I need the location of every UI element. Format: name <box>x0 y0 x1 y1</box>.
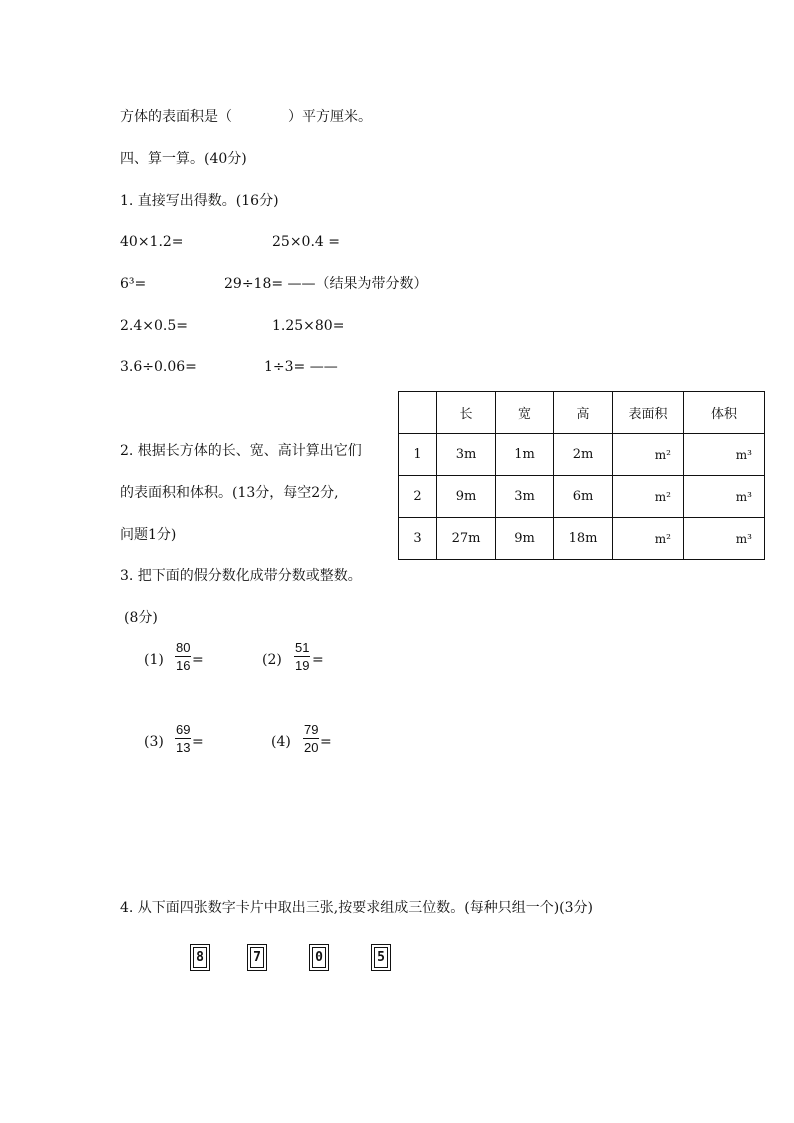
table-header-cell: 体积 <box>684 392 765 434</box>
q3-item3-label: (3) <box>144 734 164 750</box>
fraction-numerator: 79 <box>304 722 319 737</box>
fraction-numerator: 80 <box>176 640 191 655</box>
q3-item4-label: (4) <box>271 734 291 750</box>
q3-item1-fraction <box>175 640 191 673</box>
intro-line: 方体的表面积是（ ）平方厘米。 <box>120 109 372 125</box>
table-header-cell: 宽 <box>496 392 554 434</box>
q1-row4-a: 3.6÷0.06= <box>120 359 197 375</box>
q3-title: 3. 把下面的假分数化成带分数或整数。 <box>120 568 362 584</box>
table-cell-length: 27m <box>437 518 496 560</box>
q3-item2-label: (2) <box>262 652 282 668</box>
fraction-denominator: 13 <box>176 740 191 755</box>
q2-line3: 问题1分) <box>120 527 177 543</box>
table-header-row <box>399 392 765 434</box>
q1-row2-a: 6³= <box>120 276 147 292</box>
q3-item1-label: (1) <box>144 652 164 668</box>
q4-title: 4. 从下面四张数字卡片中取出三张,按要求组成三位数。(每种只组一个)(3分) <box>120 900 594 916</box>
table-cell-width: 1m <box>496 434 554 476</box>
fraction-numerator: 69 <box>176 722 191 737</box>
table-cell-length: 9m <box>437 476 496 518</box>
q3-item3-fraction <box>175 722 191 755</box>
table-header-cell: 长 <box>437 392 496 434</box>
table-row <box>399 476 765 518</box>
fraction-numerator: 51 <box>295 640 310 655</box>
fraction-denominator: 20 <box>304 740 319 755</box>
q3-item3-equals: = <box>192 734 204 750</box>
digit-card-value: 5 <box>374 947 388 968</box>
q3-points: (8分) <box>124 610 158 626</box>
q1-row3-b: 1.25×80= <box>272 318 345 334</box>
q1-title: 1. 直接写出得数。(16分) <box>120 193 279 209</box>
digit-card-0 <box>309 944 329 971</box>
fraction-denominator: 16 <box>176 658 191 673</box>
table-header-cell: 高 <box>554 392 613 434</box>
q3-item4-equals: = <box>320 734 332 750</box>
table-cell-width: 9m <box>496 518 554 560</box>
q3-item1-equals: = <box>192 652 204 668</box>
q1-row2-b: 29÷18= ——（结果为带分数） <box>224 276 428 292</box>
digit-card-5 <box>371 944 391 971</box>
table-cell-index: 1 <box>399 434 437 476</box>
digit-card-7 <box>247 944 267 971</box>
table-cell-volume[interactable]: m³ <box>684 476 765 518</box>
q3-item2-equals: = <box>312 652 324 668</box>
table-cell-height: 6m <box>554 476 613 518</box>
q3-item2-fraction <box>294 640 310 673</box>
table-cell-width: 3m <box>496 476 554 518</box>
table-header-cell <box>399 392 437 434</box>
digit-card-value: 7 <box>250 947 264 968</box>
table-cell-index: 3 <box>399 518 437 560</box>
table-row <box>399 518 765 560</box>
table-cell-area[interactable]: m² <box>613 434 684 476</box>
cuboid-table <box>398 391 765 560</box>
table-cell-volume[interactable]: m³ <box>684 518 765 560</box>
q1-row1-b: 25×0.4 = <box>272 234 340 250</box>
digit-card-value: 8 <box>193 947 207 968</box>
table-cell-index: 2 <box>399 476 437 518</box>
q2-line2: 的表面积和体积。(13分，每空2分, <box>120 485 339 501</box>
q2-line1: 2. 根据长方体的长、宽、高计算出它们 <box>120 443 362 459</box>
q1-row4-b: 1÷3= —— <box>264 359 338 375</box>
fraction-denominator: 19 <box>295 658 310 673</box>
table-cell-height: 18m <box>554 518 613 560</box>
table-row <box>399 434 765 476</box>
table-header-cell: 表面积 <box>613 392 684 434</box>
table-cell-height: 2m <box>554 434 613 476</box>
table-cell-length: 3m <box>437 434 496 476</box>
digit-card-8 <box>190 944 210 971</box>
table-cell-volume[interactable]: m³ <box>684 434 765 476</box>
table-cell-area[interactable]: m² <box>613 518 684 560</box>
q1-row3-a: 2.4×0.5= <box>120 318 188 334</box>
q3-item4-fraction <box>303 722 319 755</box>
section-title: 四、算一算。(40分) <box>120 151 247 167</box>
digit-card-value: 0 <box>312 947 326 968</box>
q1-row1-a: 40×1.2= <box>120 234 184 250</box>
table-cell-area[interactable]: m² <box>613 476 684 518</box>
